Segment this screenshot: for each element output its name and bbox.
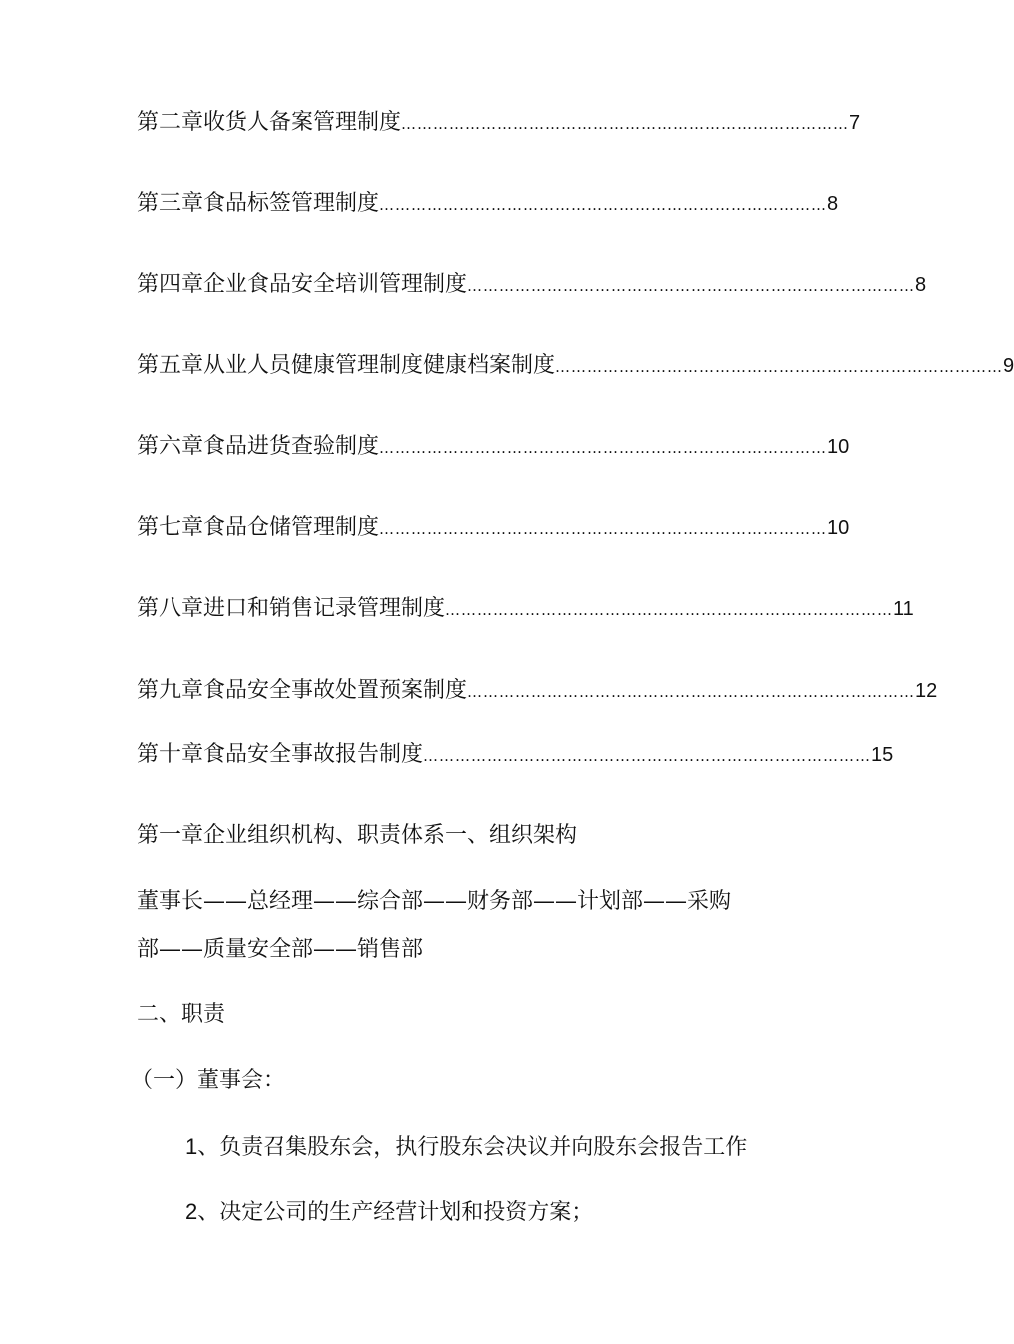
org-structure-line-2: 部——质量安全部——销售部 — [137, 937, 424, 962]
toc-dot-leader: ………………………………………………………………………… — [467, 277, 916, 295]
toc-entry-chapter-4[interactable] — [137, 270, 927, 301]
toc-entry-title: 第十章食品安全事故报告制度 — [137, 742, 424, 767]
toc-entry-title: 第九章食品安全事故处置预案制度 — [137, 678, 468, 703]
toc-entry-chapter-10[interactable] — [137, 740, 894, 771]
duty-item-text: 、负责召集股东会，执行股东会决议并向股东会报告工作 — [197, 1135, 748, 1160]
toc-entry-page: 11 — [893, 598, 914, 620]
toc-dot-leader: ………………………………………………………………………… — [555, 358, 1004, 376]
toc-entry-title: 第二章收货人备案管理制度 — [137, 110, 402, 135]
toc-entry-page: 8 — [915, 274, 927, 296]
toc-entry-page: 10 — [827, 517, 850, 539]
toc-entry-title: 第六章食品进货查验制度 — [137, 434, 380, 459]
toc-entry-chapter-6[interactable] — [137, 432, 850, 463]
toc-entry-page: 15 — [871, 744, 894, 766]
toc-dot-leader: ………………………………………………………………………… — [379, 439, 828, 457]
toc-entry-page: 12 — [915, 680, 938, 702]
toc-entry-page: 10 — [827, 436, 850, 458]
toc-entry-chapter-5[interactable] — [137, 351, 1014, 382]
board-heading: （一）董事会： — [131, 1068, 286, 1093]
section-2-heading: 二、职责 — [137, 1002, 226, 1027]
toc-dot-leader: ………………………………………………………………………… — [379, 520, 828, 538]
toc-entry-chapter-9[interactable] — [137, 676, 938, 707]
toc-dot-leader: ………………………………………………………………………… — [445, 601, 894, 619]
duty-item-text: 、决定公司的生产经营计划和投资方案； — [197, 1200, 594, 1225]
toc-entry-page: 7 — [849, 112, 861, 134]
toc-entry-title: 第七章食品仓储管理制度 — [137, 515, 380, 540]
toc-dot-leader: ………………………………………………………………………… — [401, 115, 850, 133]
toc-entry-page: 8 — [827, 193, 839, 215]
duty-item-number: 2 — [185, 1199, 198, 1224]
toc-entry-title: 第三章食品标签管理制度 — [137, 191, 380, 216]
toc-entry-chapter-8[interactable] — [137, 594, 914, 625]
toc-entry-chapter-2[interactable] — [137, 108, 861, 139]
toc-dot-leader: ………………………………………………………………………… — [423, 747, 872, 765]
toc-dot-leader: ………………………………………………………………………… — [379, 196, 828, 214]
toc-dot-leader: ………………………………………………………………………… — [467, 683, 916, 701]
toc-entry-title: 第四章企业食品安全培训管理制度 — [137, 272, 468, 297]
toc-entry-title: 第八章进口和销售记录管理制度 — [137, 596, 446, 621]
toc-entry-page: 9 — [1003, 355, 1014, 377]
duty-item-2 — [185, 1197, 593, 1228]
toc-entry-chapter-3[interactable] — [137, 189, 839, 220]
chapter-1-heading: 第一章企业组织机构、职责体系一、组织架构 — [137, 823, 578, 848]
toc-entry-chapter-7[interactable] — [137, 513, 850, 544]
org-structure-line-1: 董事长——总经理——综合部——财务部——计划部——采购 — [137, 889, 732, 914]
toc-entry-title: 第五章从业人员健康管理制度健康档案制度 — [137, 353, 556, 378]
duty-item-1 — [185, 1132, 747, 1163]
duty-item-number: 1 — [185, 1134, 198, 1159]
